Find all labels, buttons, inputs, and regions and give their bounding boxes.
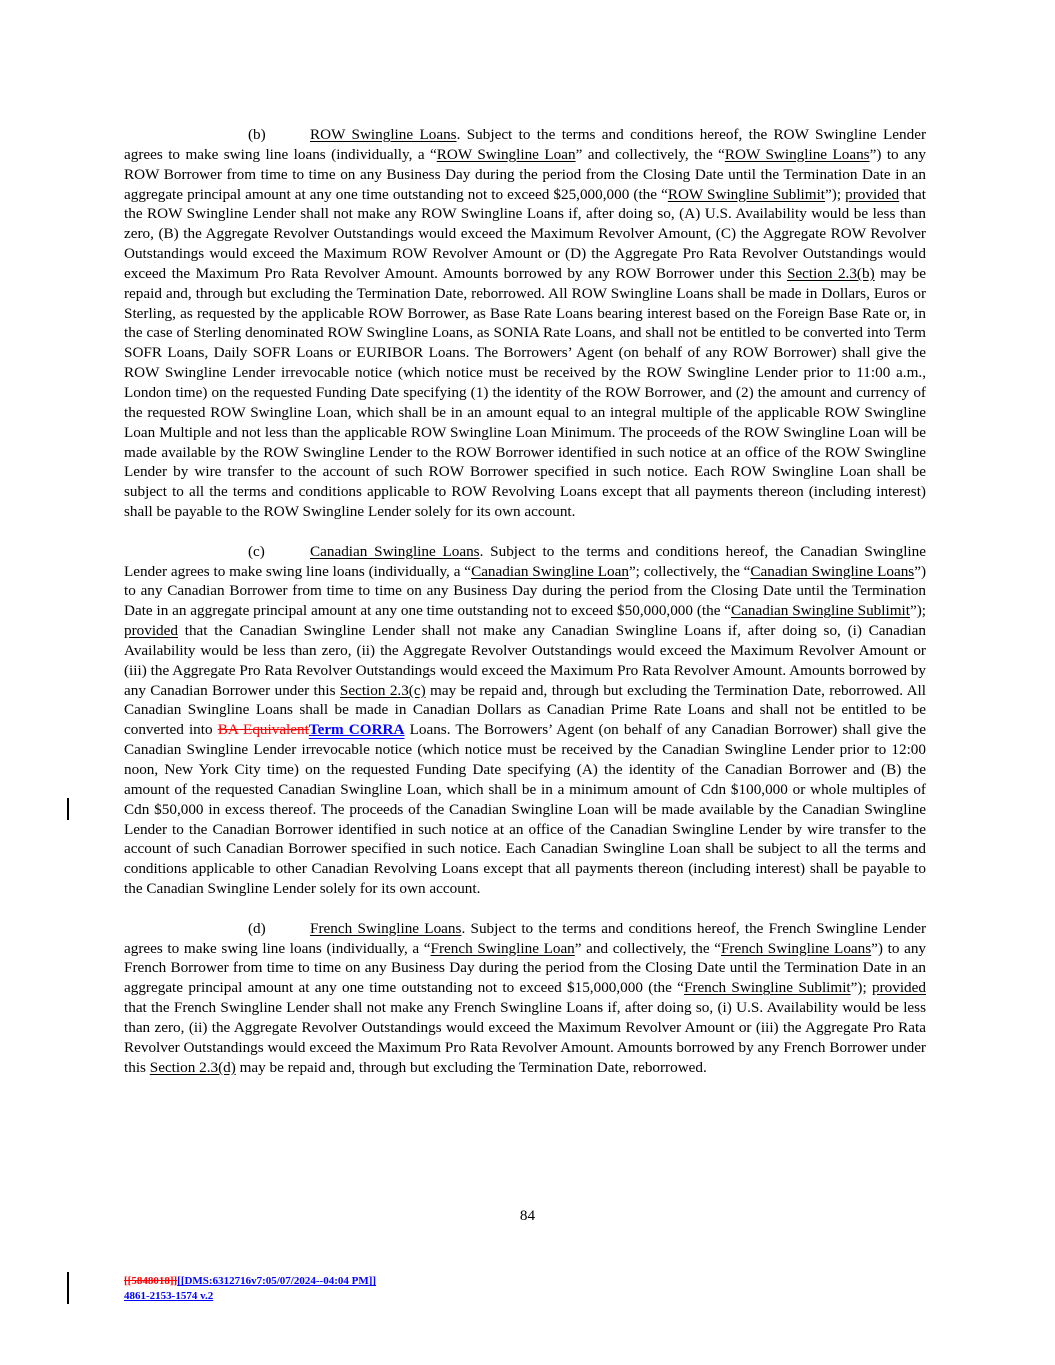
section-c-text-7: Loans. The Borrowers’ Agent (on behalf of any Canadian Borrower) shall give the Canadian Swingline Lender irrevocable notice (which notice must be received by the Canadian Swingline Lender prior to 12:00 noon, New York City time) on the requested Funding Date specifying (A) the identity of the Canadian Borrower and (B) the amount of the requested Canadian Swingline Loan, which shall be in a minimum amount of Cdn $100,000 or whole multiples of Cdn $50,000 in excess thereof. The proceeds of the Canadian Swingline Loan will be made available by the Canadian Swingline Lender to the Canadian Borrower identified in such notice at an office of the Canadian Swingline Lender by wire transfer to the account of such Canadian Borrower specified in such notice. Each Canadian Swingline Loan shall be subject to all the terms and conditions applicable to other Canadian Revolving Loans except that all payments thereon (including interest) shall be payable to the Canadian Swingline Lender solely for its own account. bbox=[124, 721, 926, 898]
term-provided: provided bbox=[845, 185, 900, 203]
footer-deleted-id: [[5848018]] bbox=[124, 1275, 178, 1287]
section-c-label: (c) bbox=[248, 542, 265, 560]
term-provided: provided bbox=[871, 979, 926, 997]
section-c-text-5: that the Canadian Swingline Lender shall not make any Canadian Swingline Loans if, after doing so, (i) Canadian Availability would be less than zero, (ii) the Aggregate Revolver Outstandings would exceed the Maximum Revolver Amount or (iii) the Aggregate Pro Rata Revolver Outstandings would exceed the Maximum Pro Rata Revolver Amount. Amounts borrowed by any Canadian Borrower under this bbox=[124, 622, 926, 699]
section-ref-2-3d: Section 2.3(d) bbox=[149, 1058, 236, 1076]
section-c-text-1: . Subject to the terms and conditions hereof, the Canadian Swingline Lender agrees to make swing line loans (individually, a “ bbox=[124, 542, 926, 580]
term-row-swingline-sublimit: ROW Swingline Sublimit bbox=[667, 185, 826, 203]
section-c-text-3: ”) to any Canadian Borrower from time to time on any Business Day during the period from the Closing Date until the Termination Date in an aggregate principal amount at any one time outstanding not to exceed $50,000,000 (the “ bbox=[124, 562, 927, 620]
section-d-heading: French Swingline Loans bbox=[310, 919, 462, 937]
footer-dms-line bbox=[124, 1274, 376, 1289]
section-d-text-1: . Subject to the terms and conditions hereof, the French Swingline Lender agrees to make swing line loans (individually, a “ bbox=[124, 919, 927, 957]
section-d-text-5: that the French Swingline Lender shall not make any French Swingline Loans if, after doing so, (i) U.S. Availability would be less than zero, (ii) the Aggregate Revolver Outstandings would exceed the Maximum Revolver Amount or (iii) the Aggregate Pro Rata Revolver Outstandings would exceed the Maximum Pro Rata Revolver Amount. Amounts borrowed by any French Borrower under this bbox=[124, 999, 926, 1076]
change-bar bbox=[67, 798, 69, 820]
body-text bbox=[124, 125, 926, 1078]
footer-inserted-id: [[DMS:6312716v7:05/07/2024--04:04 PM]] bbox=[177, 1275, 377, 1287]
section-ref-2-3b: Section 2.3(b) bbox=[786, 264, 875, 282]
term-french-swingline-sublimit: French Swingline Sublimit bbox=[683, 979, 851, 997]
section-d-paragraph bbox=[124, 919, 926, 1078]
term-row-swingline-loans: ROW Swingline Loans bbox=[724, 145, 870, 163]
footer-change-bar bbox=[67, 1272, 69, 1304]
section-c-text-4: ”); bbox=[909, 602, 926, 620]
section-d-text-6: may be repaid and, through but excluding the Termination Date, reborrowed. bbox=[235, 1058, 707, 1076]
inserted-text: Term CORRA bbox=[308, 721, 405, 739]
section-c-text-2: ”; collectively, the “ bbox=[628, 562, 751, 580]
page-number: 84 bbox=[519, 1207, 536, 1224]
section-d-text-4: ”); bbox=[850, 979, 872, 997]
document-footer bbox=[124, 1274, 376, 1304]
section-ref-2-3c: Section 2.3(c) bbox=[339, 681, 426, 699]
term-row-swingline-loan: ROW Swingline Loan bbox=[436, 145, 576, 163]
footer-doc-number: 4861-2153-1574 v.2 bbox=[124, 1290, 214, 1302]
deleted-text: BA Equivalent bbox=[217, 721, 309, 739]
term-canadian-swingline-loan: Canadian Swingline Loan bbox=[471, 562, 629, 580]
section-b-heading: ROW Swingline Loans bbox=[310, 126, 457, 143]
term-canadian-swingline-sublimit: Canadian Swingline Sublimit bbox=[731, 602, 910, 620]
section-d-label: (d) bbox=[248, 919, 266, 937]
section-b-label: (b) bbox=[248, 126, 266, 143]
section-d-text-3: ”) to any French Borrower from time to time on any Business Day during the period from the Closing Date until the Termination Date in an aggregate principal amount at any one time outstanding not to exceed $15,000,000 (the “ bbox=[124, 939, 927, 997]
term-french-swingline-loans: French Swingline Loans bbox=[720, 939, 872, 957]
term-french-swingline-loan: French Swingline Loan bbox=[430, 939, 575, 957]
section-b-paragraph bbox=[124, 125, 926, 522]
section-b-text-6: may be repaid and, through but excluding the Termination Date, reborrowed. All ROW Swingline Loans shall be made in Dollars, Euros or Sterling, as requested by the applicable ROW Borrower, as Base Rate Loans bearing interest based on the Foreign Base Rate or, in the case of Sterling denominated ROW Swingline Loans, as SONIA Rate Loans, and shall not be entitled to be converted into Term SOFR Loans, Daily SOFR Loans or EURIBOR Loans. The Borrowers’ Agent (on behalf of any ROW Borrower) shall give the ROW Swingline Lender irrevocable notice (which notice must be received by the ROW Swingline Lender prior to 11:00 a.m., London time) on the requested Funding Date specifying (1) the identity of the ROW Borrower, and (2) the amount and currency of the requested ROW Swingline Loan, which shall be in an amount equal to an integral multiple of the applicable ROW Swingline Loan Multiple and not less than the applicable ROW Swingline Loan Minimum. The proceeds of the ROW Swingline Loan will be made available by the ROW Swingline Lender to the ROW Borrower identified in such notice at an office of the ROW Swingline Lender by wire transfer to the account of such ROW Borrower specified in such notice. Each ROW Swingline Loan shall be subject to all the terms and conditions applicable to ROW Revolving Loans except that all payments thereon (including interest) shall be payable to the ROW Swingline Lender solely for its own account. bbox=[124, 264, 927, 521]
section-b-text-3: ”) to any ROW Borrower from time to time on any Business Day during the period from the Closing Date until the Termination Date in an aggregate principal amount at any one time outstanding not to exceed $25,000,000 (the “ bbox=[124, 145, 926, 203]
term-provided: provided bbox=[124, 622, 178, 640]
section-b-text-4: ”); bbox=[825, 185, 846, 203]
section-b-text-2: ” and collectively, the “ bbox=[575, 145, 725, 163]
section-b-text-1: . Subject to the terms and conditions hereof, the ROW Swingline Lender agrees to make swing line loans (individually, a “ bbox=[124, 126, 927, 163]
section-d-text-2: ” and collectively, the “ bbox=[574, 939, 721, 957]
section-b-text-5: that the ROW Swingline Lender shall not make any ROW Swingline Loans if, after doing so, (A) U.S. Availability would be less than zero, (B) the Aggregate Revolver Outstandings would exceed the Maximum Revolver Amount, (C) the Aggregate ROW Revolver Outstandings would exceed the Maximum ROW Revolver Amount or (D) the Aggregate Pro Rata Revolver Outstandings would exceed the Maximum Pro Rata Revolver Amount. Amounts borrowed by any ROW Borrower under this bbox=[124, 185, 926, 282]
section-c-text-6: may be repaid and, through but excluding the Termination Date, reborrowed. All Canadian Swingline Loans shall be made in Canadian Dollars as Canadian Prime Rate Loans and shall not be entitled to be converted into bbox=[124, 681, 926, 739]
term-canadian-swingline-loans: Canadian Swingline Loans bbox=[750, 562, 915, 580]
section-c-heading: Canadian Swingline Loans bbox=[310, 542, 480, 560]
section-c-paragraph bbox=[124, 542, 926, 899]
